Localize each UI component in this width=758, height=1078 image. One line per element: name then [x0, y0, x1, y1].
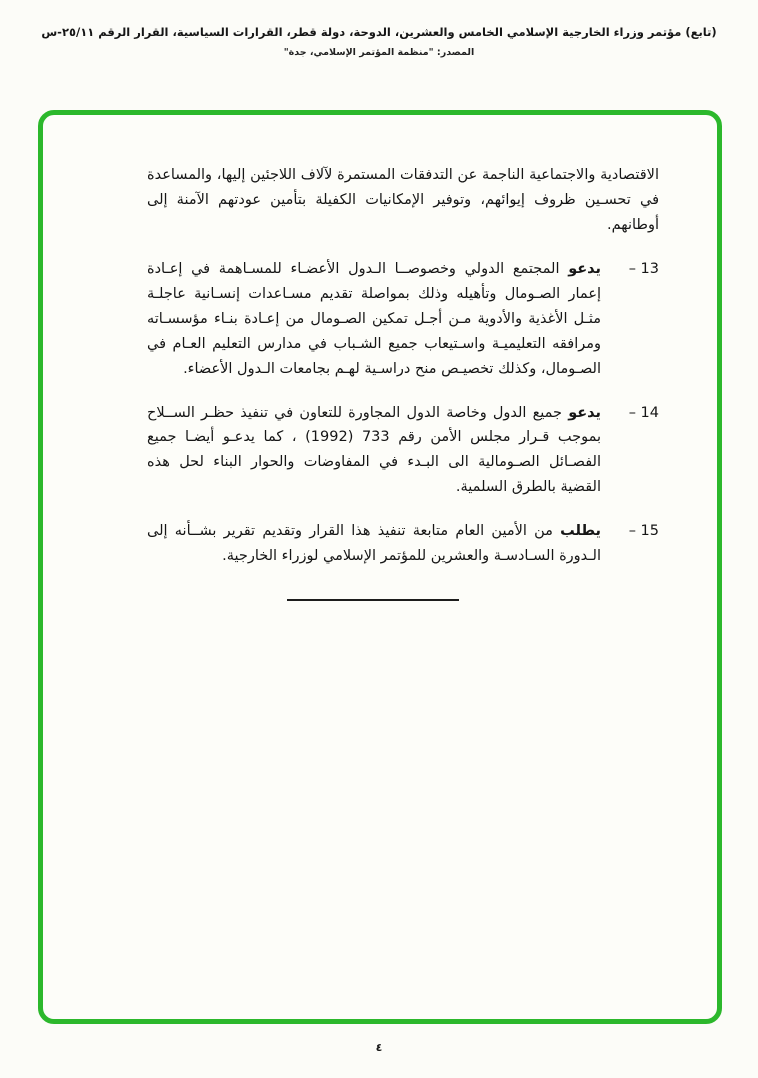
item-14-text: جميع الدول وخاصة الدول المجاورة للتعاون في تنفيذ حظـر الســلاح بموجب قـرار مجلس الأمن رقم 733 (1992) ، كما يدعـو أيضـا جميع الفصـائل الصـومالية الى البـدء في المفاوضات والحوار البناء لحل هذه القضية بالطرق السلمية.	[147, 404, 601, 496]
item-15-lead-word: يطلب	[560, 523, 601, 540]
document-header	[0, 0, 758, 58]
resolution-item-14	[147, 401, 659, 501]
item-13-text: المجتمع الدولي وخصوصــا الـدول الأعضـاء للمسـاهمة في إعـادة إعمار الصـومال وتأهيله وذلك بمواصلة تقديم مسـاعدات إنسـانية عاجلـة مثـل الأغذية والأدوية مـن أجـل تمكين الصـومال من إعـادة بنـاء مؤسسـاته ومرافقه التعليميـة واسـتيعاب جميع الشـباب في مدارس التعليم العـام في الصـومال، وكذلك تخصيـص منح دراسـية لهـم بجامعات الـدول الأعضاء.	[147, 260, 601, 377]
item-14-body	[147, 401, 601, 501]
resolution-text-block	[43, 115, 717, 601]
end-of-text-divider	[287, 599, 459, 601]
item-15-text: من الأمين العام متابعة تنفيذ هذا القرار وتقديم تقرير بشــأنه إلى الـدورة السـادسـة والعشرين للمؤتمر الإسلامي لوزراء الخارجية.	[147, 523, 601, 565]
header-title: (تابع) مؤتمر وزراء الخارجية الإسلامي الخامس والعشرين، الدوحة، دولة قطر، القرارات السياسية، القرار الرقم ٢٥/١١-س	[41, 25, 717, 39]
item-15-number: 15 –	[628, 523, 659, 540]
page-border-frame	[38, 110, 722, 1024]
item-13-number: 13 –	[628, 260, 659, 277]
item-13-lead-word: يدعو	[568, 260, 602, 277]
item-14-lead-word: يدعو	[568, 404, 602, 421]
item-15-body	[147, 519, 601, 569]
intro-paragraph: الاقتصادية والاجتماعية الناجمة عن التدفقات المستمرة لآلاف اللاجئين إليها، والمساعدة في تحسـين ظروف إيوائهم، وتوفير الإمكانيات الكفيلة بتأمين عودتهم الآمنة إلى أوطانهم.	[147, 167, 659, 233]
item-14-number: 14 –	[628, 404, 659, 421]
header-source: المصدر: "منظمة المؤتمر الإسلامي، جدة"	[283, 47, 475, 59]
item-13-body	[147, 257, 601, 382]
page-number: ٤	[375, 1041, 383, 1054]
resolution-item-15	[147, 519, 659, 569]
resolution-item-13	[147, 257, 659, 382]
